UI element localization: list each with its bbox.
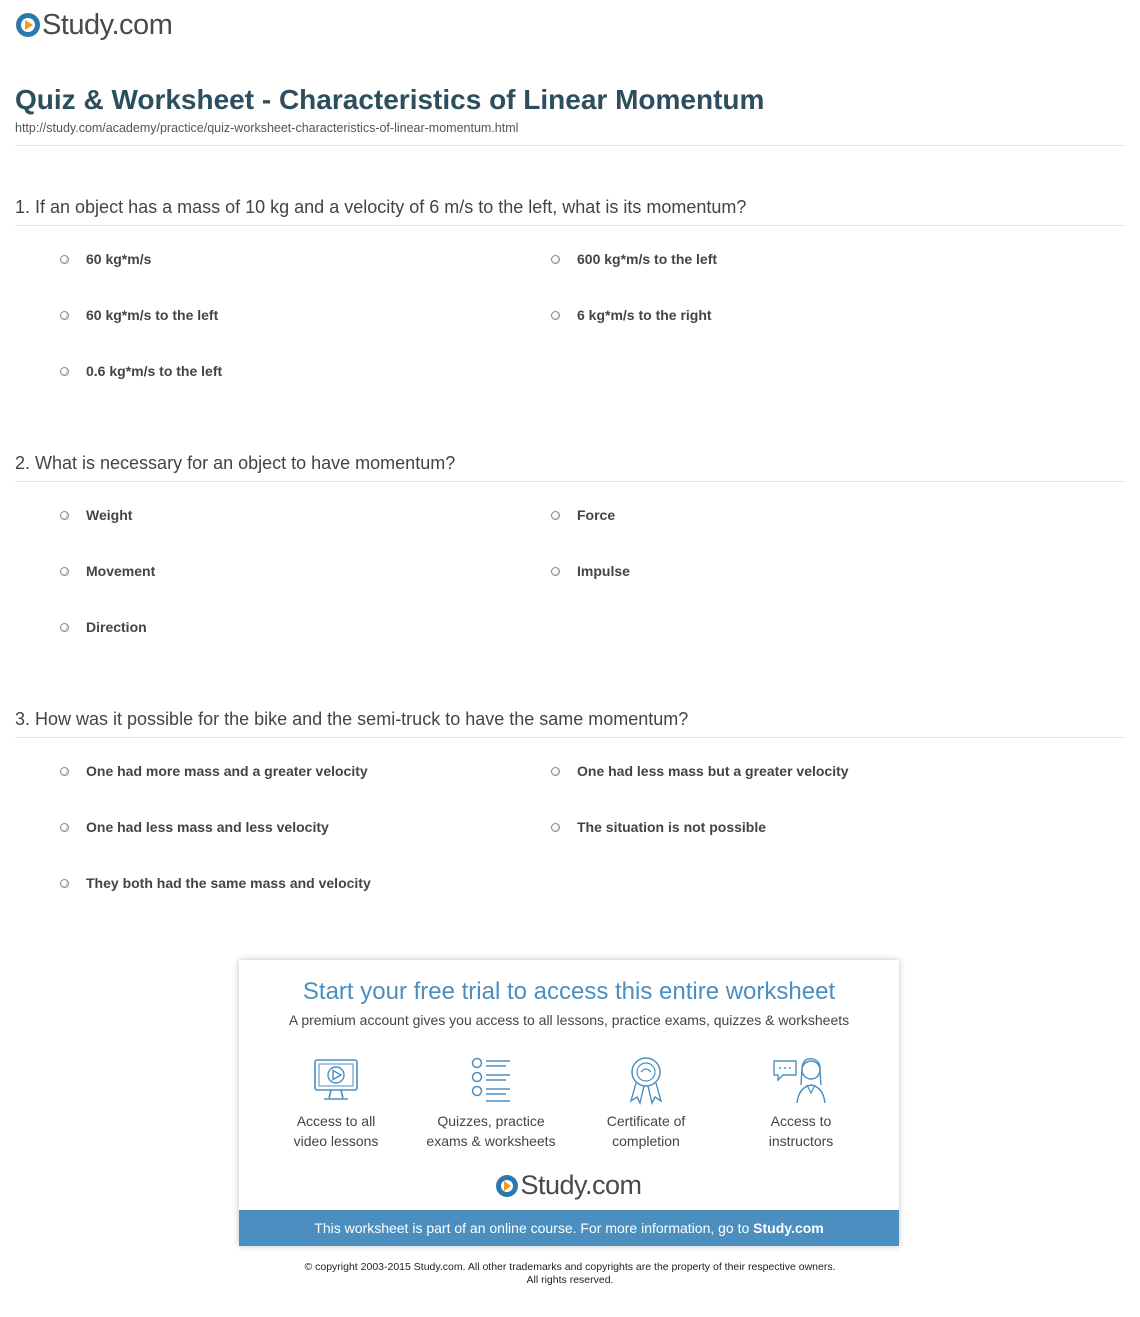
option-label: Impulse — [577, 563, 630, 579]
radio-button[interactable] — [60, 511, 69, 520]
answer-option[interactable] — [60, 761, 368, 781]
answer-option[interactable] — [551, 249, 717, 269]
radio-button[interactable] — [551, 567, 560, 576]
option-label: Weight — [86, 507, 133, 523]
answer-option[interactable] — [60, 361, 222, 381]
answer-option[interactable] — [60, 561, 155, 581]
option-label: 0.6 kg*m/s to the left — [86, 363, 223, 379]
feature-label: Access to instructors — [768, 1113, 834, 1149]
study-link[interactable]: Study.com — [753, 1220, 824, 1236]
checklist-icon — [466, 1055, 516, 1105]
option-label: 60 kg*m/s to the left — [86, 307, 219, 323]
copyright-footer — [0, 1261, 1140, 1287]
answer-option[interactable] — [551, 561, 630, 581]
instructor-icon — [771, 1055, 831, 1105]
free-trial-promo[interactable] — [239, 960, 899, 1246]
promo-subheading: A premium account gives you access to all lessons, practice exams, quizzes & worksheets — [288, 1012, 850, 1028]
logo-text: Study.com — [520, 1170, 642, 1200]
divider — [15, 737, 1125, 738]
radio-button[interactable] — [60, 255, 69, 264]
radio-button[interactable] — [60, 567, 69, 576]
answer-option[interactable] — [551, 761, 849, 781]
radio-button[interactable] — [551, 767, 560, 776]
radio-button[interactable] — [551, 823, 560, 832]
play-logo-icon — [16, 13, 40, 37]
answer-option[interactable] — [60, 305, 218, 325]
course-info-text: This worksheet is part of an online course. For more information, go to — [314, 1220, 754, 1236]
option-label: One had less mass and less velocity — [86, 819, 329, 835]
feature-video-lessons — [256, 1055, 416, 1151]
course-info-bar[interactable] — [239, 1210, 899, 1246]
divider — [15, 481, 1125, 482]
copyright-line: All rights reserved. — [526, 1274, 614, 1286]
video-lesson-icon — [311, 1055, 361, 1105]
option-label: One had more mass and a greater velocity — [86, 763, 368, 779]
feature-label: Access to all video lessons — [293, 1113, 379, 1149]
answer-option[interactable] — [551, 505, 615, 525]
option-label: Movement — [86, 563, 156, 579]
option-label: 600 kg*m/s to the left — [577, 251, 718, 267]
option-label: Direction — [86, 619, 147, 635]
option-label: Force — [577, 507, 616, 523]
feature-instructors — [721, 1055, 881, 1151]
promo-study-logo[interactable] — [239, 1170, 899, 1201]
answer-option[interactable] — [60, 505, 132, 525]
question-1 — [15, 195, 1125, 379]
radio-button[interactable] — [60, 767, 69, 776]
certificate-icon — [621, 1055, 671, 1105]
divider — [15, 225, 1125, 226]
radio-button[interactable] — [551, 255, 560, 264]
radio-button[interactable] — [551, 511, 560, 520]
radio-button[interactable] — [60, 367, 69, 376]
feature-quizzes — [411, 1055, 571, 1151]
page-title: Quiz & Worksheet - Characteristics of Linear Momentum — [15, 84, 765, 115]
copyright-line: © copyright 2003-2015 Study.com. All other trademarks and copyrights are the property of their respective owners. — [304, 1261, 836, 1273]
question-3 — [15, 707, 1125, 891]
answer-option[interactable] — [60, 817, 329, 837]
answer-option[interactable] — [551, 305, 712, 325]
option-label: 60 kg*m/s — [86, 251, 152, 267]
page-url: http://study.com/academy/practice/quiz-worksheet-characteristics-of-linear-momentum.html — [15, 121, 519, 135]
question-text: 3. How was it possible for the bike and the semi-truck to have the same momentum? — [15, 709, 689, 729]
radio-button[interactable] — [60, 823, 69, 832]
radio-button[interactable] — [60, 623, 69, 632]
option-label: One had less mass but a greater velocity — [577, 763, 849, 779]
promo-heading[interactable]: Start your free trial to access this entire worksheet — [302, 978, 836, 1005]
option-label: 6 kg*m/s to the right — [577, 307, 712, 323]
study-logo[interactable] — [16, 9, 172, 41]
divider — [15, 145, 1125, 146]
logo-text: Study.com — [42, 9, 173, 41]
answer-option[interactable] — [551, 817, 766, 837]
feature-certificate — [566, 1055, 726, 1151]
feature-label: Certificate of completion — [606, 1113, 686, 1149]
answer-option[interactable] — [60, 617, 147, 637]
radio-button[interactable] — [60, 311, 69, 320]
option-label: They both had the same mass and velocity — [86, 875, 371, 891]
question-text: 2. What is necessary for an object to have momentum? — [15, 453, 456, 473]
radio-button[interactable] — [60, 879, 69, 888]
option-label: The situation is not possible — [577, 819, 767, 835]
feature-label: Quizzes, practice exams & worksheets — [426, 1113, 556, 1149]
question-text: 1. If an object has a mass of 10 kg and a velocity of 6 m/s to the left, what is its momentum? — [15, 197, 747, 217]
answer-option[interactable] — [60, 249, 151, 269]
question-2 — [15, 451, 1125, 635]
play-logo-icon — [496, 1175, 518, 1197]
answer-option[interactable] — [60, 873, 371, 893]
radio-button[interactable] — [551, 311, 560, 320]
